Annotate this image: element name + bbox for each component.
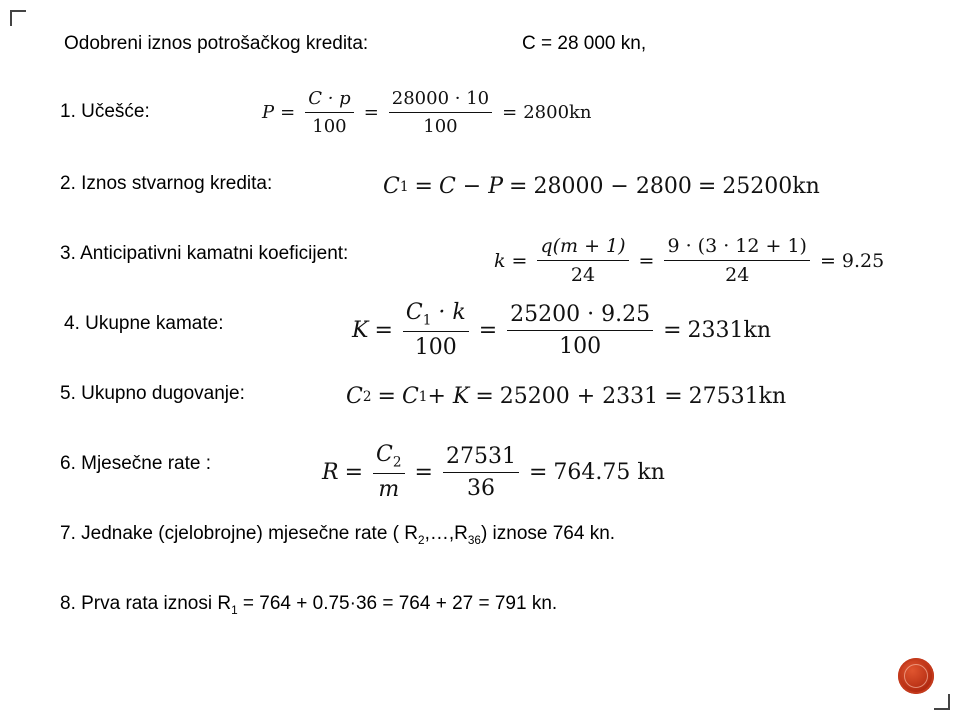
loan-amount-label: Odobreni iznos potrošačkog kredita: — [64, 33, 369, 54]
formula-fraction: $\frac{q(m + 1)}{24}$ — [537, 235, 628, 286]
step-2-label: 2. Iznos stvarnog kredita: — [60, 173, 273, 194]
formula-fraction: $\frac{28000 \cdot 10}{100}$ — [389, 88, 492, 137]
loan-amount-value: C = 28 000 kn, — [522, 33, 647, 54]
formula-downpayment: P = $\frac{C \cdot p}{100}$ = $\frac{28000 \cdot 10}{100}$ = 2800kn — [262, 88, 592, 137]
step-8-text: 8. Prva rata iznosi $R_1 = 764 + 0.75\cdot 36 = 764 + 27 = 791$ kn. — [60, 593, 558, 617]
formula-total-interest: K = $\frac{C_1 \cdot k}{100}$ = $\frac{25200 \cdot 9.25}{100}$ = 2331kn — [352, 300, 772, 361]
formula-fraction: $\frac{C \cdot p}{100}$ — [305, 88, 353, 137]
formula-actual-credit: C 1 = C − P = 28000 − 2800 = 25200kn — [383, 174, 820, 199]
corner-decoration-top-left — [10, 10, 26, 26]
step-1-label: 1. Učešće: — [60, 101, 150, 122]
formula-result: 27531kn — [688, 384, 787, 409]
formula-monthly-rate: R = $\frac{C_2}{m}$ = $\frac{27531}{36}$ = 764.75 kn — [322, 442, 665, 503]
step-7-text: 7. Jednake (cjelobrojne) mjesečne rate ( $R_2,\dots,R_{36}$) iznose 764 kn. — [60, 523, 616, 547]
formula-lhs: P — [262, 102, 275, 123]
step-3-label: 3. Anticipativni kamatni koeficijent: — [60, 243, 349, 264]
step-6-label: 6. Mjesečne rate : — [60, 453, 212, 474]
formula-fraction: $\frac{27531}{36}$ — [443, 444, 519, 501]
circle-logo-icon — [898, 658, 934, 694]
formula-total-debt: C 2 = C 1 + K = 25200 + 2331 = 27531kn — [346, 384, 787, 409]
step-5-label: 5. Ukupno dugovanje: — [60, 383, 245, 404]
formula-result: 9.25 — [841, 249, 885, 272]
formula-result: 2331kn — [687, 317, 772, 343]
formula-fraction: $\frac{25200 \cdot 9.25}{100}$ — [507, 302, 653, 359]
formula-interest-coefficient: k = $\frac{q(m + 1)}{24}$ = $\frac{9 \cdot (3 \cdot 12 + 1)}{24}$ = 9.25 — [494, 235, 885, 286]
formula-fraction: $\frac{C_2}{m}$ — [373, 442, 405, 502]
formula-result: 764.75 kn — [553, 459, 665, 485]
formula-fraction: $\frac{C_1 \cdot k}{100}$ — [403, 300, 469, 360]
step-4-label: 4. Ukupne kamate: — [64, 313, 224, 334]
formula-result: 2800kn — [523, 102, 592, 123]
corner-decoration-bottom-right — [934, 694, 950, 710]
formula-fraction: $\frac{9 \cdot (3 \cdot 12 + 1)}{24}$ — [664, 235, 810, 286]
formula-result: 25200kn — [722, 174, 820, 199]
